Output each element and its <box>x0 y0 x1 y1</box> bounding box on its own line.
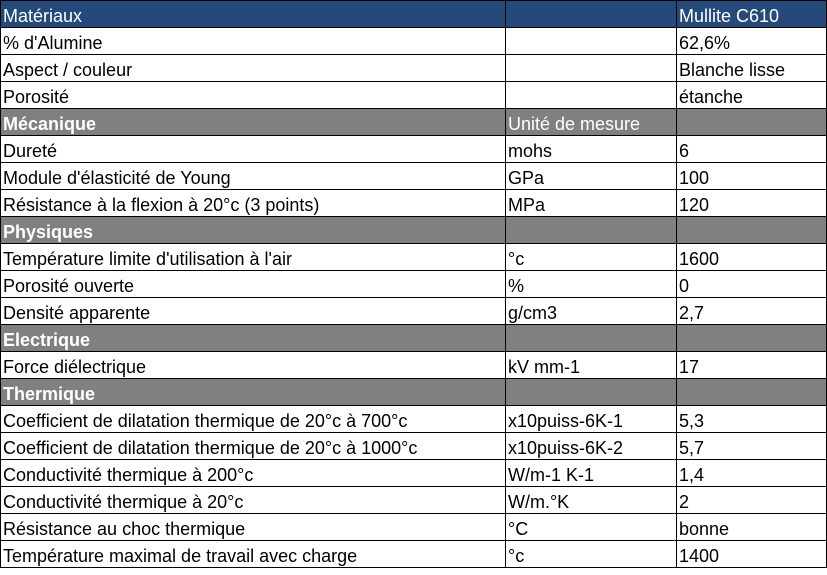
table-row <box>1 514 827 541</box>
table-row <box>1 352 827 379</box>
property-value: 62,6% <box>677 28 827 55</box>
property-label: Coefficient de dilatation thermique de 20°c à 1000°c <box>1 433 506 460</box>
property-label: Porosité <box>1 82 506 109</box>
header-label: Matériaux <box>1 1 506 28</box>
property-unit: °C <box>506 514 677 541</box>
section-row-physiques <box>1 217 827 244</box>
table-row <box>1 298 827 325</box>
section-spacer <box>677 379 827 406</box>
section-spacer <box>677 325 827 352</box>
section-title: Electrique <box>1 325 506 352</box>
property-label: Température maximal de travail avec charge <box>1 541 506 568</box>
property-unit: GPa <box>506 163 677 190</box>
property-value: 1600 <box>677 244 827 271</box>
property-value: 1,4 <box>677 460 827 487</box>
property-label: Résistance à la flexion à 20°c (3 points) <box>1 190 506 217</box>
header-unit <box>506 1 677 28</box>
table-row <box>1 163 827 190</box>
property-label: Force diélectrique <box>1 352 506 379</box>
property-value: 2 <box>677 487 827 514</box>
property-value: 2,7 <box>677 298 827 325</box>
property-label: Conductivité thermique à 200°c <box>1 460 506 487</box>
property-unit: W/m.°K <box>506 487 677 514</box>
table-row <box>1 136 827 163</box>
property-label: Module d'élasticité de Young <box>1 163 506 190</box>
property-label: Dureté <box>1 136 506 163</box>
section-row-electrique <box>1 325 827 352</box>
property-value: 5,7 <box>677 433 827 460</box>
property-label: Densité apparente <box>1 298 506 325</box>
property-unit <box>506 28 677 55</box>
property-value: 1400 <box>677 541 827 568</box>
table-row <box>1 190 827 217</box>
property-label: Coefficient de dilatation thermique de 20°c à 700°c <box>1 406 506 433</box>
header-material: Mullite C610 <box>677 1 827 28</box>
property-unit: W/m-1 K-1 <box>506 460 677 487</box>
section-spacer <box>506 325 677 352</box>
table-row <box>1 406 827 433</box>
property-value: 0 <box>677 271 827 298</box>
property-unit: x10puiss-6K-1 <box>506 406 677 433</box>
table-row <box>1 433 827 460</box>
table-row <box>1 541 827 568</box>
property-value: 100 <box>677 163 827 190</box>
table-row <box>1 487 827 514</box>
table-row <box>1 82 827 109</box>
header-row <box>1 1 827 28</box>
property-unit: MPa <box>506 190 677 217</box>
table-row <box>1 460 827 487</box>
property-unit: kV mm-1 <box>506 352 677 379</box>
section-row-thermique <box>1 379 827 406</box>
property-value: étanche <box>677 82 827 109</box>
property-value: bonne <box>677 514 827 541</box>
property-unit <box>506 82 677 109</box>
section-title: Mécanique <box>1 109 506 136</box>
property-label: Résistance au choc thermique <box>1 514 506 541</box>
property-unit: mohs <box>506 136 677 163</box>
property-value: 17 <box>677 352 827 379</box>
property-value: Blanche lisse <box>677 55 827 82</box>
property-unit: x10puiss-6K-2 <box>506 433 677 460</box>
property-unit: g/cm3 <box>506 298 677 325</box>
table-row <box>1 28 827 55</box>
property-label: Conductivité thermique à 20°c <box>1 487 506 514</box>
property-label: Aspect / couleur <box>1 55 506 82</box>
section-title: Thermique <box>1 379 506 406</box>
property-unit: °c <box>506 244 677 271</box>
table-row <box>1 271 827 298</box>
section-spacer <box>506 217 677 244</box>
property-label: Porosité ouverte <box>1 271 506 298</box>
property-label: Température limite d'utilisation à l'air <box>1 244 506 271</box>
section-row-mecanique <box>1 109 827 136</box>
section-spacer <box>677 217 827 244</box>
property-unit: % <box>506 271 677 298</box>
property-value: 5,3 <box>677 406 827 433</box>
property-value: 120 <box>677 190 827 217</box>
unit-column-header: Unité de mesure <box>506 109 677 136</box>
property-unit: °c <box>506 541 677 568</box>
table-row <box>1 55 827 82</box>
property-label: % d'Alumine <box>1 28 506 55</box>
property-value: 6 <box>677 136 827 163</box>
table-row <box>1 244 827 271</box>
section-title: Physiques <box>1 217 506 244</box>
property-unit <box>506 55 677 82</box>
section-spacer <box>506 379 677 406</box>
section-spacer <box>677 109 827 136</box>
